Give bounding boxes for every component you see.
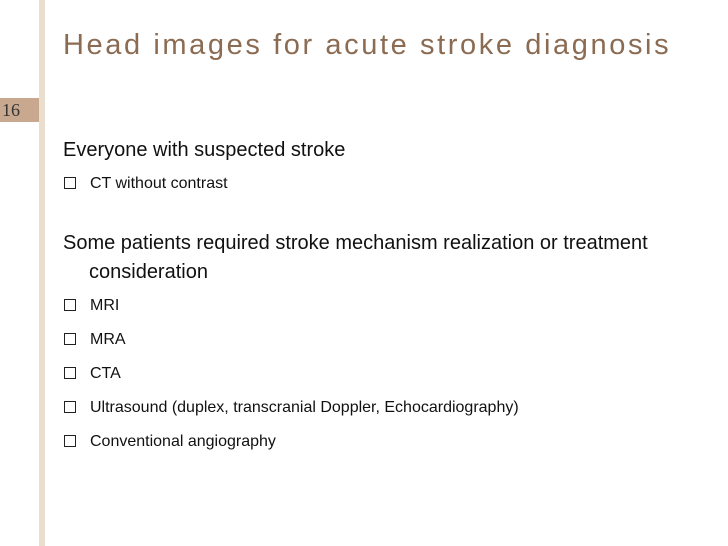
slide-body — [63, 136, 703, 452]
checkbox-bullet-icon — [64, 333, 76, 345]
checkbox-bullet-icon — [64, 367, 76, 379]
bullet-angiography — [63, 432, 703, 452]
left-accent-bar — [39, 0, 45, 546]
bullet-label: Ultrasound (duplex, transcranial Doppler, Echocardiography) — [90, 399, 519, 416]
bullet-ultrasound — [63, 398, 703, 418]
bullet-label: CT without contrast — [90, 175, 228, 192]
checkbox-bullet-icon — [64, 435, 76, 447]
bullet-mra — [63, 330, 703, 350]
bullet-ct — [63, 174, 703, 194]
bullet-label: Conventional angiography — [90, 433, 276, 450]
bullet-label: MRA — [90, 331, 126, 348]
second-paragraph: Some patients required stroke mechanism realization or treatment consideration — [63, 232, 648, 283]
slide-title: Head images for acute stroke diagnosis — [63, 29, 672, 61]
checkbox-bullet-icon — [64, 299, 76, 311]
checkbox-bullet-icon — [64, 177, 76, 189]
bullet-label: CTA — [90, 365, 121, 382]
bullet-label: MRI — [90, 297, 120, 314]
intro-paragraph: Everyone with suspected stroke — [63, 139, 346, 161]
bullet-mri — [63, 296, 703, 316]
checkbox-bullet-icon — [64, 401, 76, 413]
slide-number: 16 — [2, 100, 20, 120]
bullet-cta — [63, 364, 703, 384]
